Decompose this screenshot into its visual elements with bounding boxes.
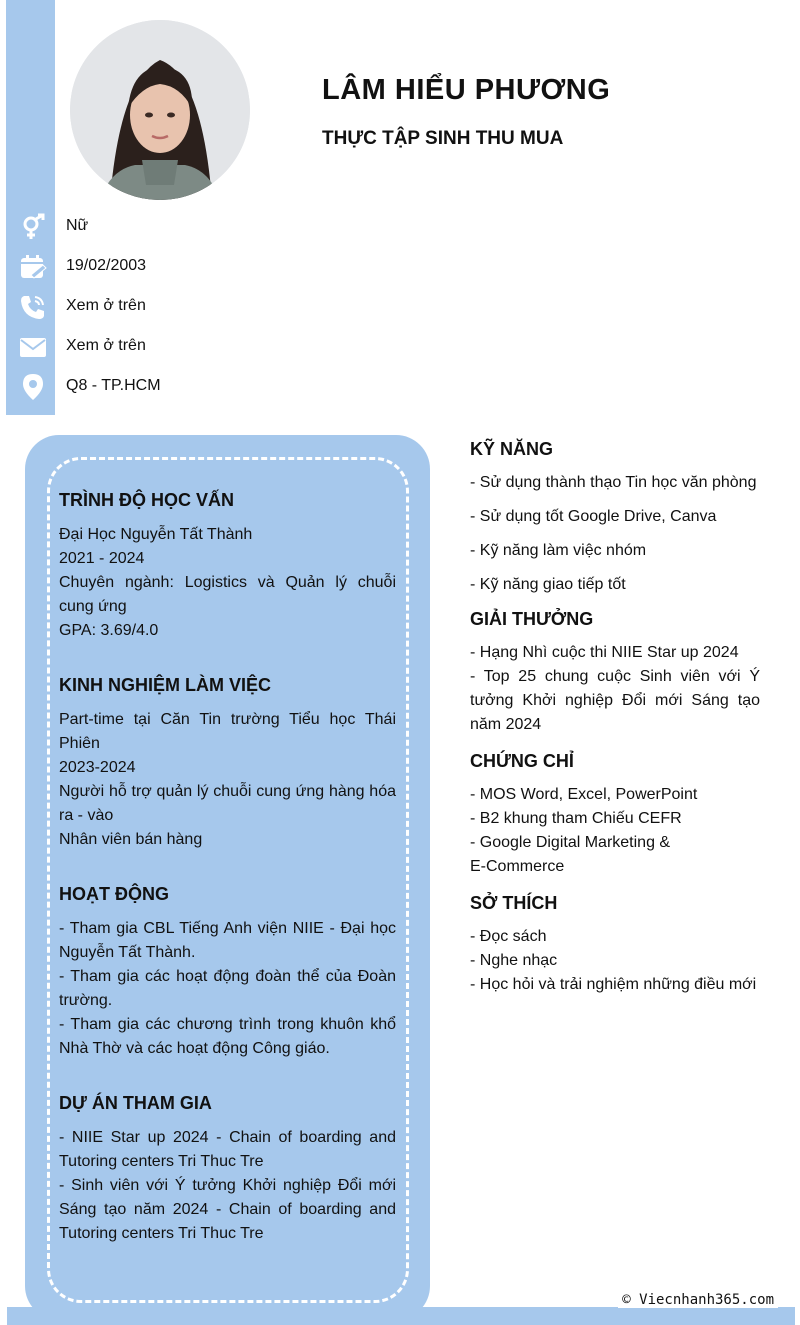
awards-title: GIẢI THƯỞNG xyxy=(470,609,594,629)
gender-icon xyxy=(18,212,48,242)
project-item: - NIIE Star up 2024 - Chain of boarding and Tutoring centers Tri Thuc Tre xyxy=(59,1129,396,1170)
certificates-section xyxy=(470,749,760,879)
education-major: Chuyên ngành: Logistics và Quản lý chuỗi cung ứng xyxy=(59,574,396,615)
activity-item: - Tham gia CBL Tiếng Anh viện NIIE - Đại học Nguyễn Tất Thành. xyxy=(59,920,396,961)
hobby-item: - Đọc sách xyxy=(470,928,547,945)
email-icon xyxy=(18,332,48,362)
footer-bar xyxy=(7,1307,795,1325)
skill-item: - Kỹ năng làm việc nhóm xyxy=(470,542,647,559)
candidate-name: LÂM HIỂU PHƯƠNG xyxy=(322,74,611,106)
info-email xyxy=(0,328,400,368)
certificate-item: - MOS Word, Excel, PowerPoint xyxy=(470,786,698,803)
activity-item: - Tham gia các chương trình trong khuôn khổ Nhà Thờ và các hoạt động Công giáo. xyxy=(59,1016,396,1057)
experience-position: Part-time tại Căn Tin trường Tiểu học Thái Phiên xyxy=(59,711,396,752)
phone-icon xyxy=(18,292,48,322)
info-location xyxy=(0,368,400,408)
hobbies-title: SỞ THÍCH xyxy=(470,893,558,913)
email-value: Xem ở trên xyxy=(66,337,146,354)
activity-item: - Tham gia các hoạt động đoàn thể của Đoàn trường. xyxy=(59,968,396,1009)
info-gender xyxy=(0,208,400,248)
skill-item: - Sử dụng thành thạo Tin học văn phòng xyxy=(470,474,757,491)
education-title: TRÌNH ĐỘ HỌC VẤN xyxy=(59,490,234,510)
copyright: © Viecnhanh365.com xyxy=(618,1292,778,1308)
projects-section xyxy=(59,1091,396,1246)
experience-duty: Người hỗ trợ quản lý chuỗi cung ứng hàng hóa ra - vào xyxy=(59,783,396,824)
certificates-title: CHỨNG CHỈ xyxy=(470,751,574,771)
candidate-role: THỰC TẬP SINH THU MUA xyxy=(322,128,564,149)
skills-section xyxy=(470,437,760,597)
hobby-item: - Học hỏi và trải nghiệm những điều mới xyxy=(470,976,757,993)
projects-title: DỰ ÁN THAM GIA xyxy=(59,1093,212,1113)
award-item: - Top 25 chung cuộc Sinh viên với Ý tưởng Khởi nghiệp Đổi mới Sáng tạo năm 2024 xyxy=(470,668,760,733)
left-column xyxy=(59,488,396,1276)
skills-title: KỸ NĂNG xyxy=(470,439,554,459)
certificate-item: E-Commerce xyxy=(470,858,565,875)
info-birthdate xyxy=(0,248,400,288)
info-phone xyxy=(0,288,400,328)
education-years: 2021 - 2024 xyxy=(59,550,145,567)
phone-value: Xem ở trên xyxy=(66,297,146,314)
experience-title: KINH NGHIỆM LÀM VIỆC xyxy=(59,675,272,695)
project-item: - Sinh viên với Ý tưởng Khởi nghiệp Đổi mới Sáng tạo năm 2024 - Chain of boarding and Tutoring centers Tri Thuc Tre xyxy=(59,1177,396,1242)
right-column xyxy=(470,437,760,997)
gender-value: Nữ xyxy=(66,217,89,234)
hobby-item: - Nghe nhạc xyxy=(470,952,558,969)
location-value: Q8 - TP.HCM xyxy=(66,377,161,394)
awards-section xyxy=(470,607,760,737)
experience-years: 2023-2024 xyxy=(59,759,136,776)
award-item: - Hạng Nhì cuộc thi NIIE Star up 2024 xyxy=(470,644,739,661)
hobbies-section xyxy=(470,891,760,997)
location-icon xyxy=(18,372,48,402)
skill-item: - Kỹ năng giao tiếp tốt xyxy=(470,576,626,593)
experience-role: Nhân viên bán hàng xyxy=(59,831,203,848)
education-section xyxy=(59,488,396,643)
education-school: Đại Học Nguyễn Tất Thành xyxy=(59,526,253,543)
calendar-icon xyxy=(18,252,48,282)
certificate-item: - Google Digital Marketing & xyxy=(470,834,671,851)
activities-title: HOẠT ĐỘNG xyxy=(59,884,169,904)
activities-section xyxy=(59,882,396,1061)
education-gpa: GPA: 3.69/4.0 xyxy=(59,622,159,639)
experience-section xyxy=(59,673,396,852)
birthdate-value: 19/02/2003 xyxy=(66,257,147,274)
avatar xyxy=(70,20,250,200)
skill-item: - Sử dụng tốt Google Drive, Canva xyxy=(470,508,717,525)
certificate-item: - B2 khung tham Chiếu CEFR xyxy=(470,810,682,827)
